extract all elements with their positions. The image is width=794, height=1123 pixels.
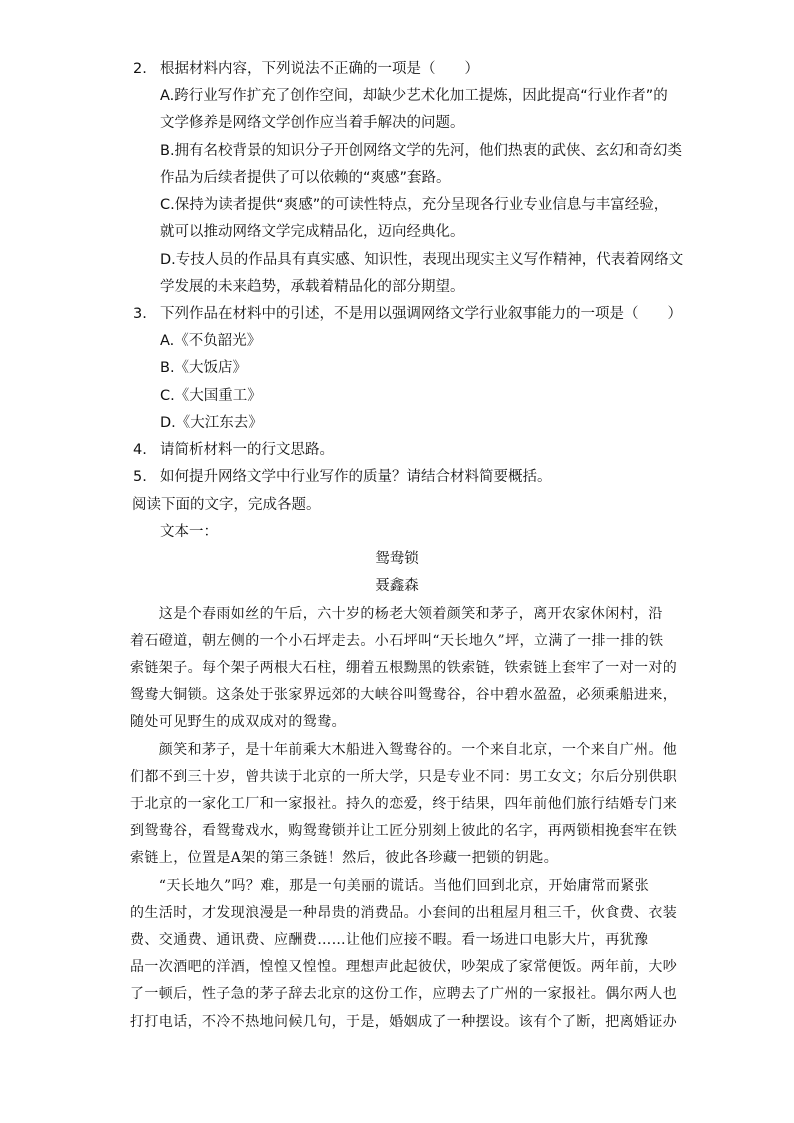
question-5-number: 5. [133, 469, 147, 485]
question-2-number: 2. [133, 61, 147, 77]
question-2-option-a-line2: 文学修养是网络文学创作应当着手解决的问题。 [160, 115, 465, 131]
question-2-option-c-line2: 就可以推动网络文学完成精品化，迈向经典化。 [160, 224, 465, 240]
story-line-16: 打打电话，不冷不热地问候几句，于是，婚姻成了一种摆设。该有个了断，把离婚证办 [130, 1014, 678, 1030]
question-2-option-d-line2: 学发展的未来趋势，承载着精品化的部分期望。 [160, 279, 465, 295]
question-4-number: 4. [133, 442, 147, 458]
question-3-option-b: B.《大饭店》 [160, 360, 248, 376]
question-3-option-a: A.《不负韶光》 [160, 333, 262, 349]
story-line-6: 颜笑和茅子，是十年前乘大木船进入鸳鸯谷的。一个来自北京，一个来自广州。他 [130, 742, 678, 758]
question-3-stem: 下列作品在材料中的引述，不是用以强调网络文学行业叙事能力的一项是（ ） [160, 306, 682, 322]
question-3-number: 3. [133, 306, 147, 322]
question-2-stem: 根据材料内容，下列说法不正确的一项是（ ） [160, 61, 479, 77]
story-title: 鸳鸯锁 [375, 551, 419, 567]
question-3-option-c: C.《大国重工》 [160, 388, 262, 404]
question-2-option-d-line1: D.专技人员的作品具有真实感、知识性，表现出现实主义写作精神，代表着网络文 [160, 252, 684, 268]
question-2-option-b-line1: B.拥有名校背景的知识分子开创网络文学的先河，他们热衷的武侠、玄幻和奇幻类 [160, 143, 683, 159]
question-2-option-c-line1: C.保持为读者提供“爽感”的可读性特点，充分呈现各行业专业信息与丰富经验， [160, 197, 669, 213]
story-line-10: 索链上，位置是A架的第三条链！然后，彼此各珍藏一把锁的钥匙。 [130, 850, 559, 866]
story-author: 聂鑫森 [375, 578, 419, 594]
question-2-option-a-line1: A.跨行业写作扩充了创作空间，却缺少艺术化加工提炼，因此提高“行业作者”的 [160, 88, 668, 104]
story-line-4: 鸳鸯大铜锁。这条处于张家界远郊的大峡谷叫鸳鸯谷，谷中碧水盈盈，必须乘船进来， [130, 687, 678, 703]
question-4-stem: 请简析材料一的行文思路。 [160, 442, 334, 458]
story-line-13: 费、交通费、通讯费、应酬费……让他们应接不暇。看一场进口电影大片，再犹豫 [130, 932, 649, 948]
story-line-8: 于北京的一家化工厂和一家报社。持久的恋爱，终于结果，四年前他们旅行结婚专门来 [130, 796, 678, 812]
reading-instruction: 阅读下面的文字，完成各题。 [132, 497, 321, 513]
question-5-stem: 如何提升网络文学中行业写作的质量？请结合材料简要概括。 [160, 469, 552, 485]
story-line-11: “天长地久”吗？难，那是一句美丽的谎话。当他们回到北京，开始庸常而紧张 [130, 878, 650, 894]
story-line-3: 索链架子。每个架子两根大石柱，绷着五根黝黑的铁索链，铁索链上套牢了一对一对的 [130, 660, 678, 676]
story-line-12: 的生活时，才发现浪漫是一种昂贵的消费品。小套间的出租屋月租三千，伙食费、衣装 [130, 905, 678, 921]
story-line-9: 到鸳鸯谷，看鸳鸯戏水，购鸳鸯锁并让工匠分别刻上彼此的名字，再两锁相挽套牢在铁 [130, 823, 678, 839]
text-label: 文本一： [160, 524, 218, 540]
question-2-option-b-line2: 作品为后续者提供了可以依赖的“爽感”套路。 [160, 170, 451, 186]
story-line-14: 品一次酒吧的洋酒，惶惶又惶惶。理想声此起彼伏，吵架成了家常便饭。两年前，大吵 [130, 959, 678, 975]
story-line-15: 了一顿后，性子急的茅子辞去北京的这份工作，应聘去了广州的一家报社。偶尔两人也 [130, 986, 678, 1002]
story-line-7: 们都不到三十岁，曾共读于北京的一所大学，只是专业不同：男工女文；尔后分别供职 [130, 769, 678, 785]
question-3-option-d: D.《大江东去》 [160, 415, 263, 431]
story-line-5: 随处可见野生的成双成对的鸳鸯。 [130, 714, 346, 730]
story-line-2: 着石磴道，朝左侧的一个小石坪走去。小石坪叫“天长地久”坪，立满了一排一排的铁 [130, 633, 664, 649]
story-line-1: 这是个春雨如丝的午后，六十岁的杨老大领着颜笑和茅子，离开农家休闲村，沿 [130, 606, 663, 622]
